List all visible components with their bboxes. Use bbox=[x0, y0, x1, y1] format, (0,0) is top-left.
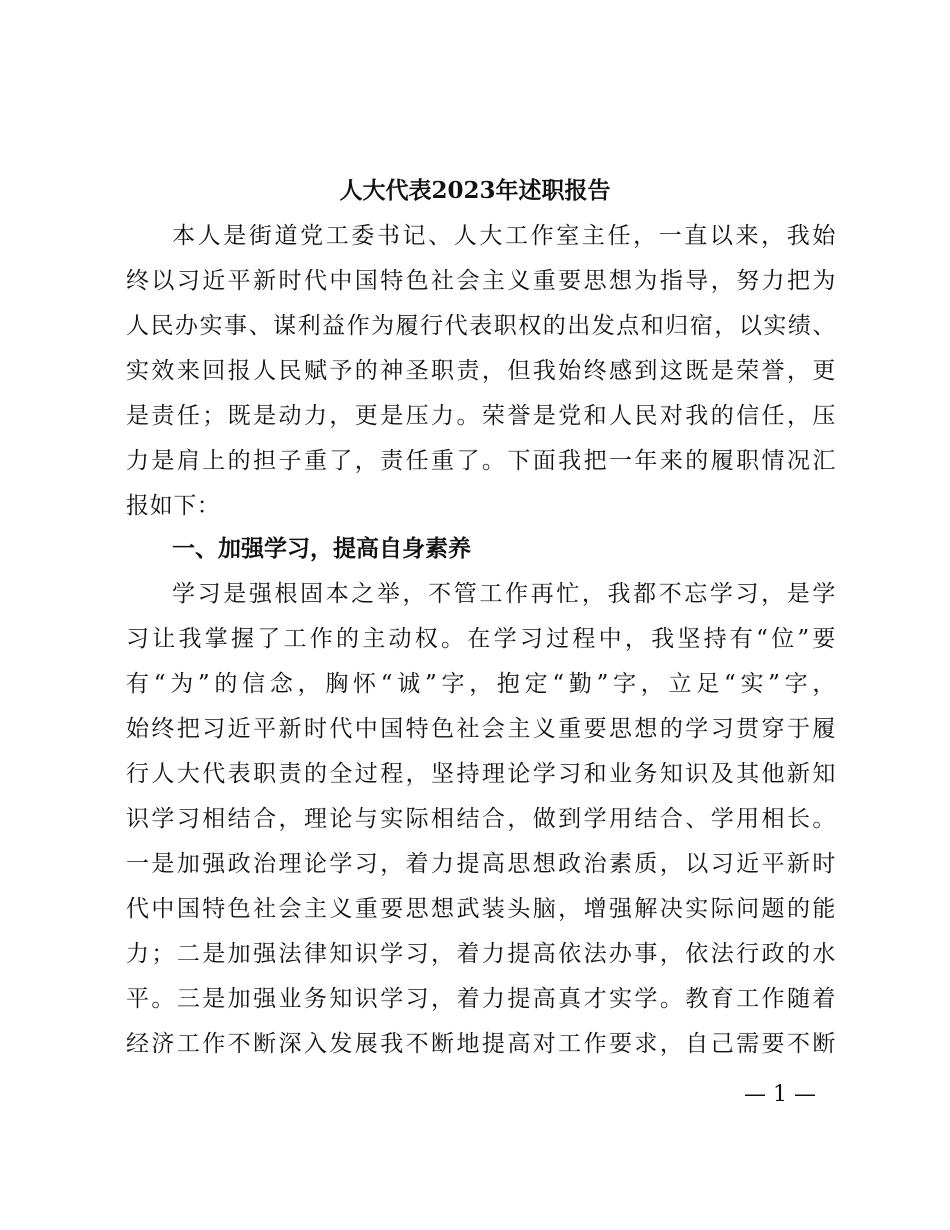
paragraph-line: 始终把习近平新时代中国特色社会主义重要思想的学习贯穿于履 bbox=[126, 716, 836, 742]
paragraph-line: 行人大代表职责的全过程，坚持理论学习和业务知识及其他新知 bbox=[126, 761, 836, 787]
paragraph-line: 有“为”的信念，胸怀“诚”字，抱定“勤”字，立足“实”字， bbox=[126, 671, 836, 697]
paragraph-line: 人民办实事、谋利益作为履行代表职权的出发点和归宿，以实绩、 bbox=[126, 313, 836, 339]
section-heading: 一、加强学习，提高自身素养 bbox=[172, 536, 471, 562]
paragraph-line: 识学习相结合，理论与实际相结合，做到学用结合、学用相长。 bbox=[126, 806, 836, 832]
paragraph-line: 一是加强政治理论学习，着力提高思想政治素质，以习近平新时 bbox=[126, 851, 836, 877]
paragraph-line: 本人是街道党工委书记、人大工作室主任，一直以来，我始 bbox=[172, 223, 836, 249]
paragraph-line: 学习是强根固本之举，不管工作再忙，我都不忘学习，是学 bbox=[172, 581, 836, 607]
paragraph-line: 实效来回报人民赋予的神圣职责，但我始终感到这既是荣誉，更 bbox=[126, 358, 836, 384]
paragraph-line: 终以习近平新时代中国特色社会主义重要思想为指导，努力把为 bbox=[126, 268, 836, 294]
paragraph-line: 是责任；既是动力，更是压力。荣誉是党和人民对我的信任，压 bbox=[126, 403, 836, 429]
paragraph-line: 平。三是加强业务知识学习，着力提高真才实学。教育工作随着 bbox=[126, 986, 836, 1012]
paragraph-line: 经济工作不断深入发展我不断地提高对工作要求，自己需要不断 bbox=[126, 1031, 836, 1057]
document-title: 人大代表2023年述职报告 bbox=[339, 177, 611, 204]
paragraph-line: 习让我掌握了工作的主动权。在学习过程中，我坚持有“位”要 bbox=[126, 626, 836, 652]
page-number: — 1 — bbox=[744, 1082, 816, 1107]
paragraph-line: 报如下： bbox=[126, 493, 221, 519]
paragraph-line: 代中国特色社会主义重要思想武装头脑，增强解决实际问题的能 bbox=[126, 896, 836, 922]
paragraph-line: 力；二是加强法律知识学习，着力提高依法办事，依法行政的水 bbox=[126, 941, 836, 967]
paragraph-line: 力是肩上的担子重了，责任重了。下面我把一年来的履职情况汇 bbox=[126, 448, 836, 474]
